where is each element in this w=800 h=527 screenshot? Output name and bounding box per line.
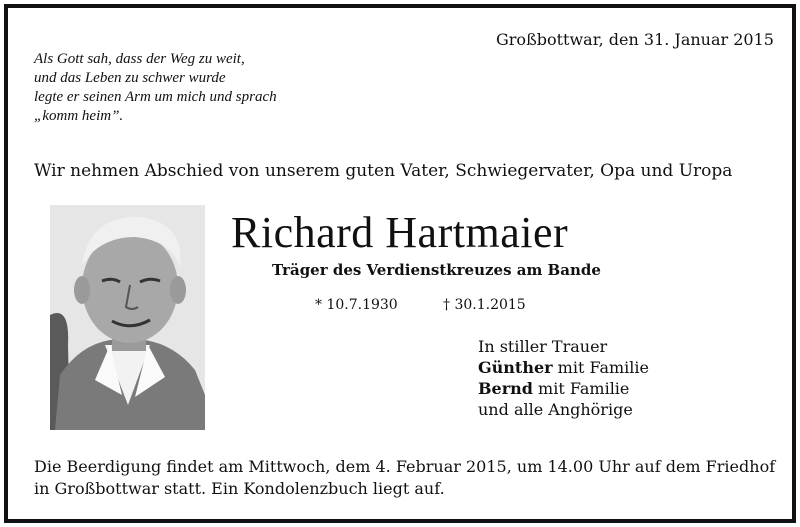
poem-line: und das Leben zu schwer wurde — [34, 70, 226, 86]
poem — [34, 50, 277, 126]
poem-line: Als Gott sah, dass der Weg zu weit, — [34, 51, 245, 67]
birth-date: * 10.7.1930 — [315, 297, 398, 313]
mourner-name: Günther — [478, 358, 553, 377]
poem-line: „komm heim”. — [34, 108, 124, 124]
funeral-info — [34, 456, 775, 500]
mourners-line — [478, 357, 649, 378]
portrait-photo-icon — [50, 205, 205, 430]
poem-line: legte er seinen Arm um mich und sprach — [34, 89, 277, 105]
mourners-line — [478, 378, 649, 399]
funeral-line: Die Beerdigung findet am Mittwoch, dem 4. Februar 2015, um 14.00 Uhr auf dem Friedhof — [34, 457, 776, 476]
mourners-line: In stiller Trauer — [478, 337, 608, 356]
intro-text: Wir nehmen Abschied von unserem guten Vater, Schwiegervater, Opa und Uropa — [34, 161, 733, 181]
funeral-line: in Großbottwar statt. Ein Kondolenzbuch liegt auf. — [34, 479, 445, 498]
mourner-rest: mit Familie — [552, 358, 649, 377]
date-line: Großbottwar, den 31. Januar 2015 — [496, 30, 774, 49]
mourner-rest: mit Familie — [532, 379, 630, 398]
death-date: † 30.1.2015 — [443, 297, 526, 313]
mourners-line: und alle Anghörige — [478, 400, 633, 419]
mourners-block — [478, 336, 649, 420]
honor-line: Träger des Verdienstkreuzes am Bande — [272, 261, 601, 279]
mourner-name: Bernd — [478, 379, 533, 398]
deceased-name: Richard Hartmaier — [231, 208, 569, 257]
